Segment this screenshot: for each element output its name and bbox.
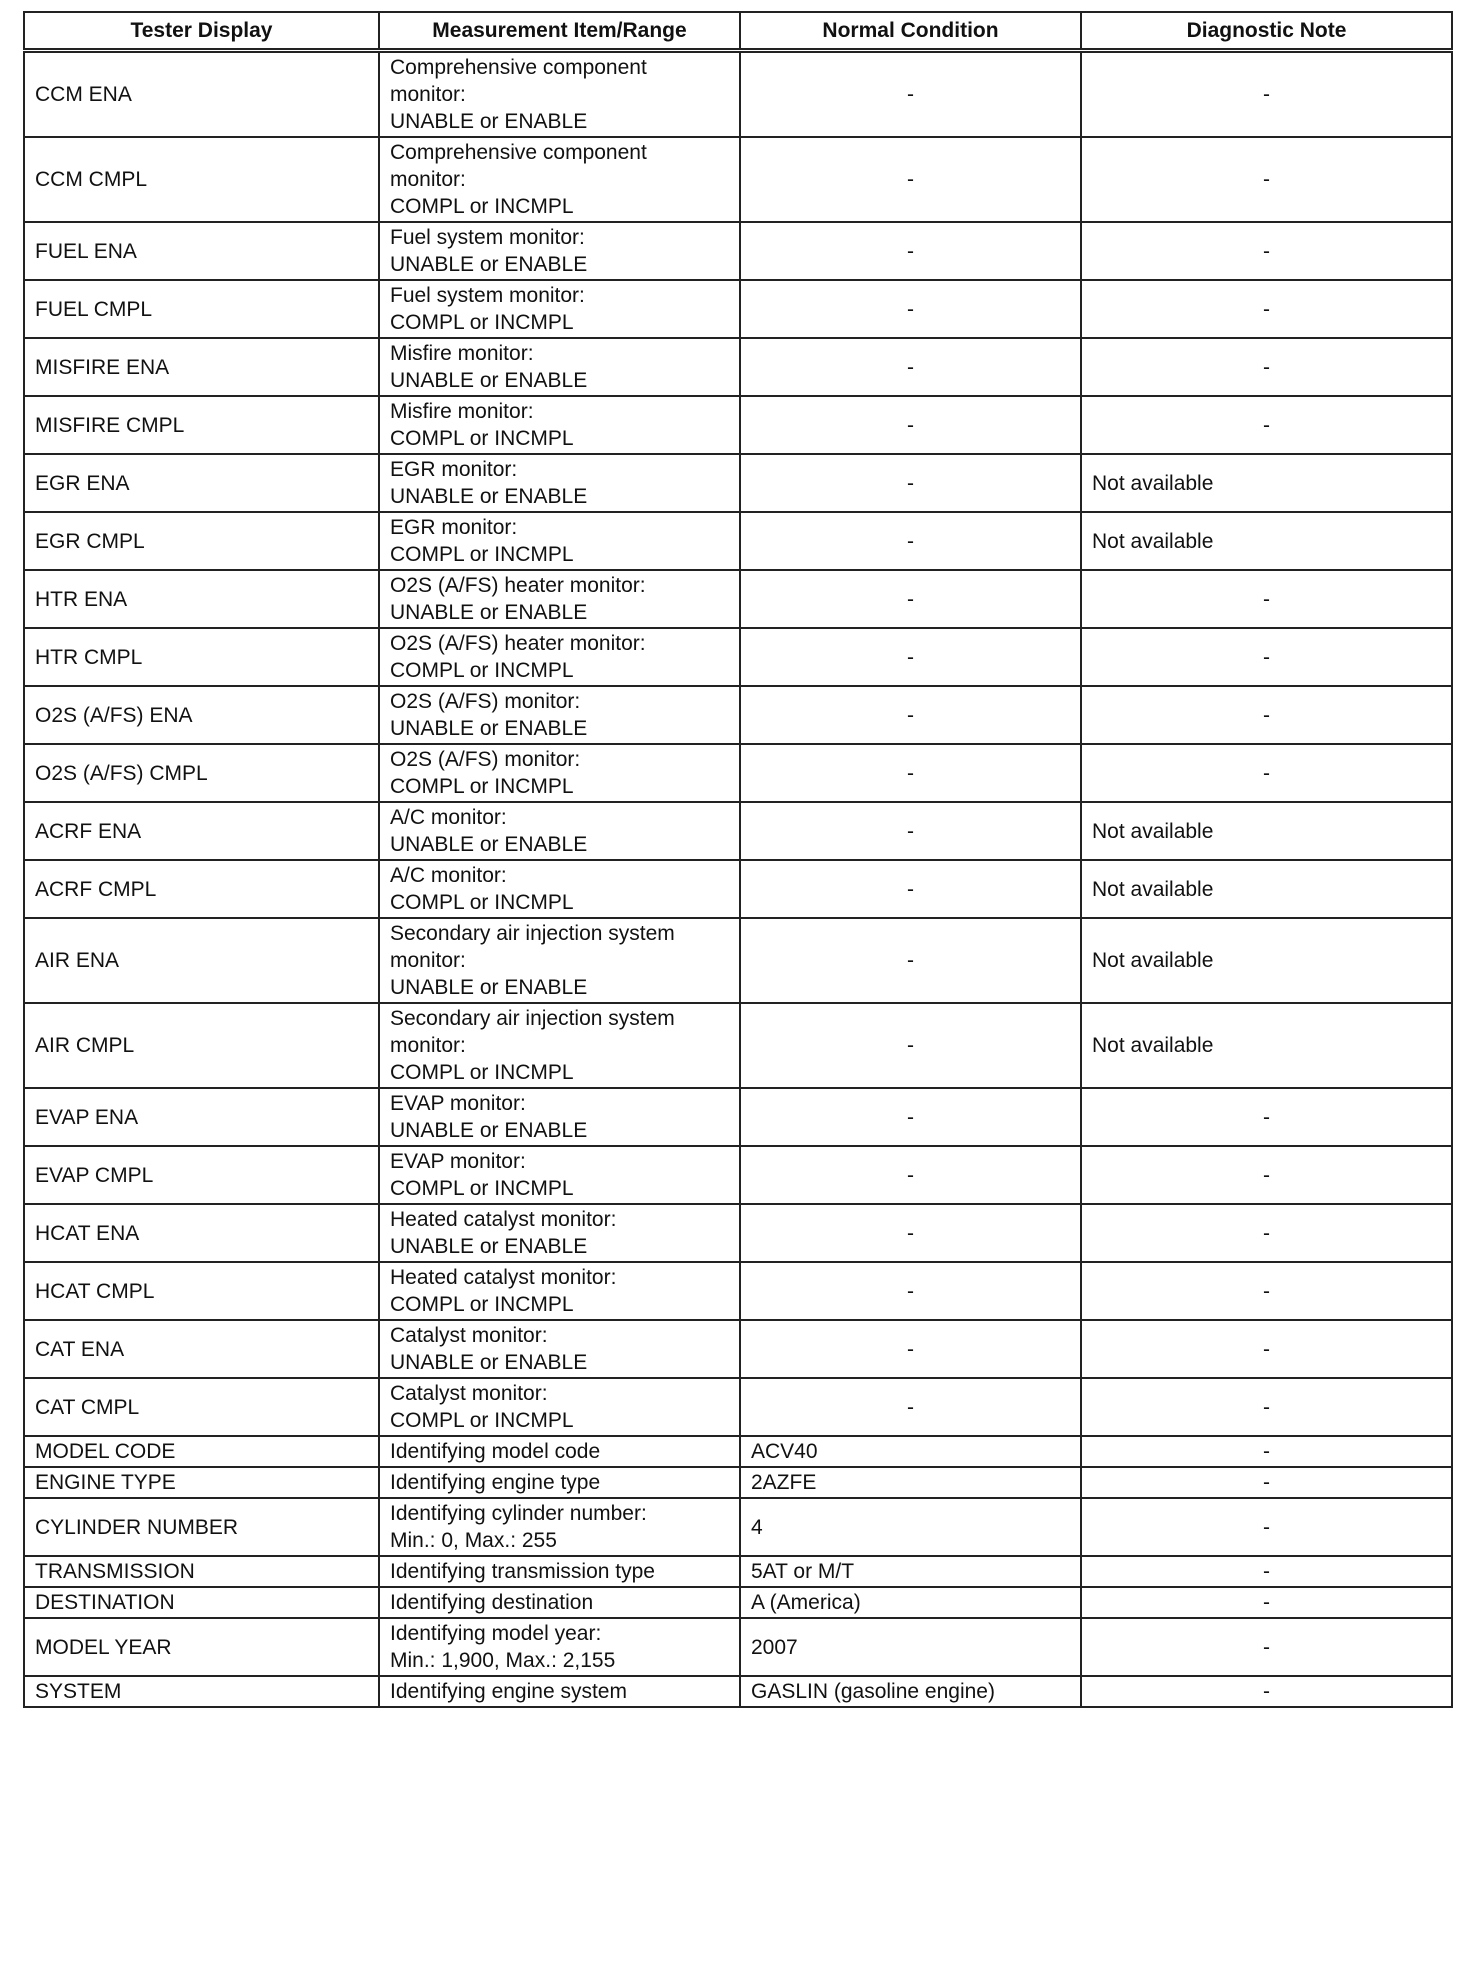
tester-display-cell: CAT ENA [24,1320,379,1378]
tester-display-cell: EVAP CMPL [24,1146,379,1204]
normal-condition-cell: - [740,1003,1081,1088]
diagnostic-note-cell: - [1081,1088,1452,1146]
tester-display-cell: EGR CMPL [24,512,379,570]
diagnostic-note-cell: Not available [1081,918,1452,1003]
tester-display-cell: ACRF CMPL [24,860,379,918]
table-row [24,338,1452,396]
tester-display-cell: CCM ENA [24,51,379,138]
measurement-item-cell: O2S (A/FS) monitor: COMPL or INCMPL [379,744,740,802]
table-row [24,744,1452,802]
measurement-item-cell: EVAP monitor: UNABLE or ENABLE [379,1088,740,1146]
normal-condition-cell: ACV40 [740,1436,1081,1467]
diagnostic-note-cell: - [1081,338,1452,396]
measurement-item-cell: Comprehensive component monitor: UNABLE or ENABLE [379,51,740,138]
measurement-item-cell: Heated catalyst monitor: UNABLE or ENABLE [379,1204,740,1262]
measurement-item-cell: Identifying model code [379,1436,740,1467]
measurement-item-cell: Comprehensive component monitor: COMPL or INCMPL [379,137,740,222]
header-tester-display: Tester Display [24,12,379,51]
normal-condition-cell: - [740,454,1081,512]
table-row [24,1498,1452,1556]
measurement-item-cell: Identifying engine type [379,1467,740,1498]
tester-display-cell: FUEL ENA [24,222,379,280]
measurement-item-cell: Fuel system monitor: COMPL or INCMPL [379,280,740,338]
diagnostic-note-cell: - [1081,137,1452,222]
normal-condition-cell: - [740,628,1081,686]
table-row [24,686,1452,744]
normal-condition-cell: - [740,570,1081,628]
tester-display-cell: AIR ENA [24,918,379,1003]
table-row [24,860,1452,918]
table-row [24,454,1452,512]
tester-display-cell: MODEL CODE [24,1436,379,1467]
measurement-item-cell: Secondary air injection system monitor: UNABLE or ENABLE [379,918,740,1003]
diagnostic-note-cell: Not available [1081,802,1452,860]
normal-condition-cell: - [740,1088,1081,1146]
normal-condition-cell: - [740,1262,1081,1320]
normal-condition-cell: - [740,918,1081,1003]
tester-display-cell: HCAT ENA [24,1204,379,1262]
diagnostic-note-cell: - [1081,1262,1452,1320]
diagnostic-note-cell: - [1081,222,1452,280]
diagnostic-note-cell: - [1081,1498,1452,1556]
normal-condition-cell: - [740,280,1081,338]
measurement-item-cell: Fuel system monitor: UNABLE or ENABLE [379,222,740,280]
normal-condition-cell: 2007 [740,1618,1081,1676]
table-row [24,137,1452,222]
normal-condition-cell: - [740,1204,1081,1262]
diagnostic-note-cell: Not available [1081,860,1452,918]
normal-condition-cell: - [740,744,1081,802]
tester-display-cell: TRANSMISSION [24,1556,379,1587]
measurement-item-cell: A/C monitor: UNABLE or ENABLE [379,802,740,860]
tester-display-cell: CCM CMPL [24,137,379,222]
measurement-item-cell: O2S (A/FS) heater monitor: UNABLE or ENABLE [379,570,740,628]
table-row [24,1146,1452,1204]
table-row [24,1618,1452,1676]
diagnostic-note-cell: - [1081,1320,1452,1378]
tester-display-cell: HTR CMPL [24,628,379,686]
normal-condition-cell: A (America) [740,1587,1081,1618]
tester-display-cell: EVAP ENA [24,1088,379,1146]
tester-display-cell: O2S (A/FS) ENA [24,686,379,744]
measurement-item-cell: Secondary air injection system monitor: COMPL or INCMPL [379,1003,740,1088]
normal-condition-cell: - [740,802,1081,860]
measurement-item-cell: Identifying cylinder number: Min.: 0, Max.: 255 [379,1498,740,1556]
table-row [24,51,1452,138]
table-row [24,512,1452,570]
diagnostic-note-cell: - [1081,686,1452,744]
tester-display-cell: MODEL YEAR [24,1618,379,1676]
diagnostic-note-cell: - [1081,1556,1452,1587]
measurement-item-cell: Identifying destination [379,1587,740,1618]
table-row [24,802,1452,860]
normal-condition-cell: - [740,137,1081,222]
measurement-item-cell: O2S (A/FS) heater monitor: COMPL or INCMPL [379,628,740,686]
normal-condition-cell: - [740,1146,1081,1204]
header-measurement-item: Measurement Item/Range [379,12,740,51]
measurement-item-cell: EGR monitor: COMPL or INCMPL [379,512,740,570]
table-row [24,1003,1452,1088]
diagnostic-note-cell: Not available [1081,512,1452,570]
diagnostic-note-cell: - [1081,1378,1452,1436]
measurement-item-cell: A/C monitor: COMPL or INCMPL [379,860,740,918]
tester-display-cell: EGR ENA [24,454,379,512]
measurement-item-cell: EGR monitor: UNABLE or ENABLE [379,454,740,512]
tester-data-table [23,11,1453,1708]
table-row [24,1262,1452,1320]
tester-display-cell: CYLINDER NUMBER [24,1498,379,1556]
tester-display-cell: AIR CMPL [24,1003,379,1088]
table-row [24,1587,1452,1618]
diagnostic-note-cell: Not available [1081,454,1452,512]
normal-condition-cell: - [740,512,1081,570]
normal-condition-cell: - [740,1320,1081,1378]
diagnostic-note-cell: - [1081,1587,1452,1618]
table-row [24,570,1452,628]
diagnostic-note-cell: - [1081,280,1452,338]
measurement-item-cell: Misfire monitor: COMPL or INCMPL [379,396,740,454]
normal-condition-cell: - [740,1378,1081,1436]
diagnostic-note-cell: - [1081,51,1452,138]
table-row [24,1088,1452,1146]
diagnostic-note-cell: - [1081,570,1452,628]
normal-condition-cell: - [740,51,1081,138]
measurement-item-cell: Identifying model year: Min.: 1,900, Max.: 2,155 [379,1618,740,1676]
tester-display-cell: MISFIRE ENA [24,338,379,396]
normal-condition-cell: 4 [740,1498,1081,1556]
header-normal-condition: Normal Condition [740,12,1081,51]
table-row [24,1676,1452,1707]
diagnostic-note-cell: - [1081,1204,1452,1262]
table-body [24,51,1452,1708]
tester-display-cell: SYSTEM [24,1676,379,1707]
diagnostic-note-cell: - [1081,744,1452,802]
tester-display-cell: HCAT CMPL [24,1262,379,1320]
tester-display-cell: HTR ENA [24,570,379,628]
diagnostic-note-cell: - [1081,1146,1452,1204]
diagnostic-note-cell: - [1081,1676,1452,1707]
tester-display-cell: ENGINE TYPE [24,1467,379,1498]
tester-display-cell: O2S (A/FS) CMPL [24,744,379,802]
normal-condition-cell: 2AZFE [740,1467,1081,1498]
diagnostic-note-cell: Not available [1081,1003,1452,1088]
measurement-item-cell: Catalyst monitor: UNABLE or ENABLE [379,1320,740,1378]
normal-condition-cell: - [740,396,1081,454]
measurement-item-cell: Catalyst monitor: COMPL or INCMPL [379,1378,740,1436]
measurement-item-cell: Identifying engine system [379,1676,740,1707]
table-row [24,1320,1452,1378]
normal-condition-cell: GASLIN (gasoline engine) [740,1676,1081,1707]
header-diagnostic-note: Diagnostic Note [1081,12,1452,51]
normal-condition-cell: - [740,860,1081,918]
normal-condition-cell: - [740,338,1081,396]
table-row [24,918,1452,1003]
measurement-item-cell: EVAP monitor: COMPL or INCMPL [379,1146,740,1204]
diagnostic-note-cell: - [1081,1436,1452,1467]
table-row [24,1467,1452,1498]
measurement-item-cell: Heated catalyst monitor: COMPL or INCMPL [379,1262,740,1320]
tester-display-cell: ACRF ENA [24,802,379,860]
table-row [24,1378,1452,1436]
diagnostic-note-cell: - [1081,628,1452,686]
diagnostic-note-cell: - [1081,1618,1452,1676]
tester-display-cell: MISFIRE CMPL [24,396,379,454]
table-row [24,628,1452,686]
measurement-item-cell: Identifying transmission type [379,1556,740,1587]
tester-display-cell: FUEL CMPL [24,280,379,338]
measurement-item-cell: Misfire monitor: UNABLE or ENABLE [379,338,740,396]
normal-condition-cell: - [740,222,1081,280]
diagnostic-note-cell: - [1081,396,1452,454]
table-row [24,222,1452,280]
table-header-row [24,12,1452,51]
table-row [24,1436,1452,1467]
table-row [24,396,1452,454]
normal-condition-cell: 5AT or M/T [740,1556,1081,1587]
measurement-item-cell: O2S (A/FS) monitor: UNABLE or ENABLE [379,686,740,744]
diagnostic-note-cell: - [1081,1467,1452,1498]
table-row [24,1556,1452,1587]
tester-display-cell: CAT CMPL [24,1378,379,1436]
normal-condition-cell: - [740,686,1081,744]
tester-display-cell: DESTINATION [24,1587,379,1618]
table-row [24,280,1452,338]
table-row [24,1204,1452,1262]
